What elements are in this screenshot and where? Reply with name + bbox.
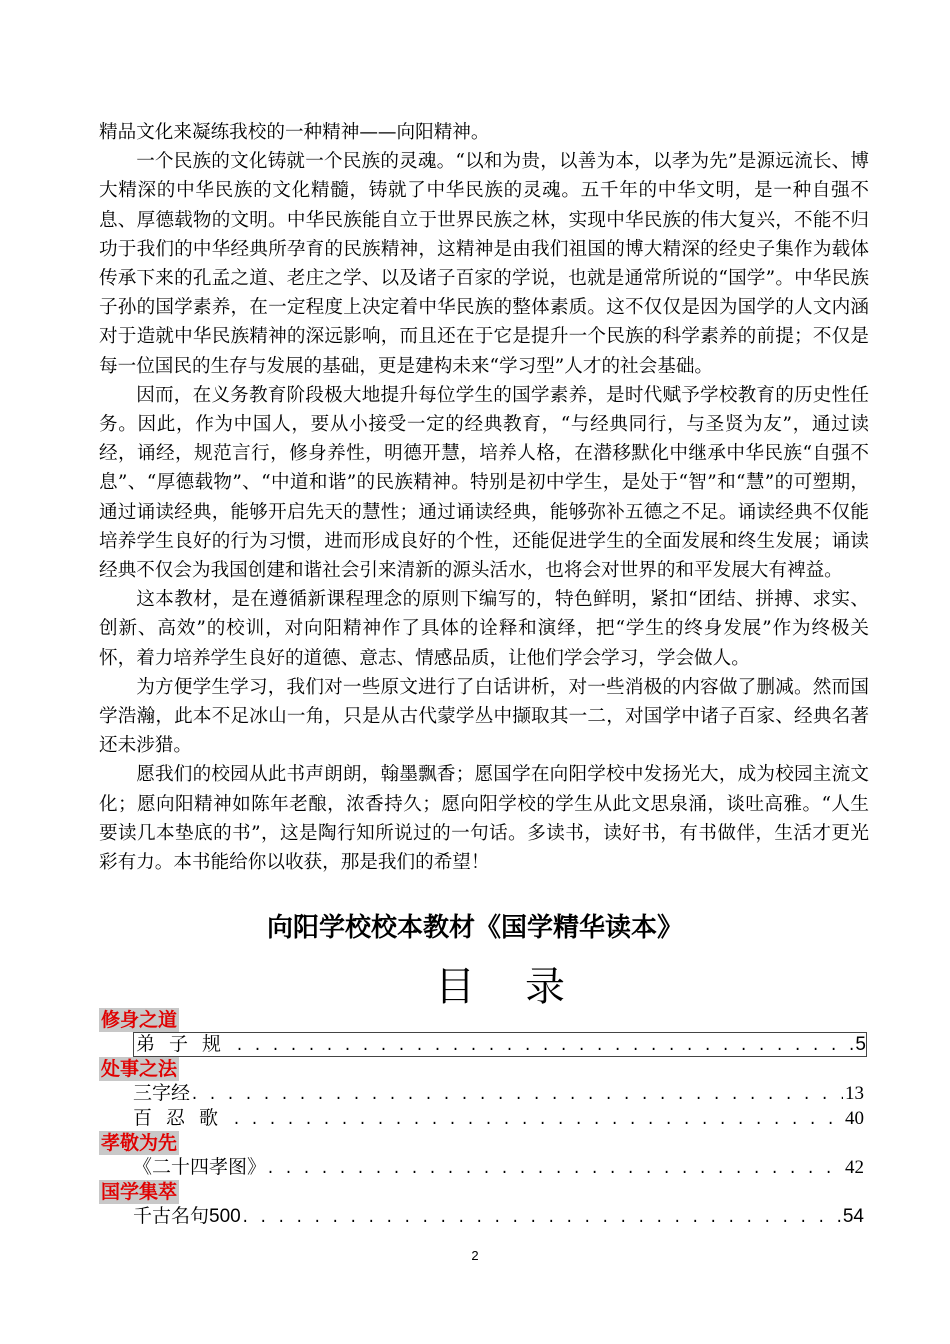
preface-body	[99, 118, 869, 877]
dot-leader	[190, 1083, 843, 1108]
toc-section	[99, 1057, 864, 1081]
paragraph: 因而，在义务教育阶段极大地提升每位学生的国学素养，是时代赋予学校教育的历史性任务。因此，作为中国人，要从小接受一定的经典教育，“与经典同行，与圣贤为友”，通过读经，诵经，规范言行，修身养性，明德开慧，培养人格，在潜移默化中继承中华民族“自强不息”、“厚德载物”、“中道和谐”的民族精神。特别是初中学生，是处于“智”和“慧”的可塑期，通过诵读经典，能够开启先天的慧性；通过诵读经典，能够弥补五德之不足。诵读经典不仅能培养学生良好的行为习惯，进而形成良好的个性，还能促进学生的全面发展和终生发展；诵读经典不仅会为我国创建和谐社会引来清新的源头活水，也将会对世界的和平发展大有裨益。	[99, 384, 869, 582]
paragraph: 愿我们的校园从此书声朗朗，翰墨飘香；愿国学在向阳学校中发扬光大，成为校园主流文化；愿向阳精神如陈年老酿，浓香持久；愿向阳学校的学生从此文思泉涌，谈吐高雅。“人生要读几本垫底的书”，这是陶行知所说过的一句话。多读书，读好书，有书做伴，生活才更光彩有力。本书能给你以收获，那是我们的希望！	[99, 764, 869, 874]
toc-entry[interactable]	[133, 1081, 864, 1106]
toc-section	[99, 1008, 864, 1032]
section-label[interactable]: 修身之道	[101, 1009, 178, 1031]
paragraph: 为方便学生学习，我们对一些原文进行了白话讲析，对一些消极的内容做了删减。然而国学浩瀚，此本不足冰山一角，只是从古代蒙学丛中撷取其一二，对国学中诸子百家、经典名著还未涉猎。	[99, 676, 869, 757]
dot-leader	[266, 1157, 843, 1182]
paragraph: 精品文化来凝练我校的一种精神——向阳精神。	[99, 122, 490, 143]
dot-leader	[235, 1035, 853, 1058]
toc-entry[interactable]	[133, 1032, 867, 1057]
page-number: 2	[471, 1248, 479, 1263]
entry-page: 5	[855, 1034, 866, 1055]
section-label[interactable]: 国学集萃	[101, 1181, 178, 1203]
table-of-contents	[99, 1008, 864, 1229]
entry-page: 40	[845, 1108, 864, 1129]
entry-name: 千古名句500	[133, 1206, 241, 1227]
paragraph: 一个民族的文化铸就一个民族的灵魂。“以和为贵，以善为本，以孝为先”是源远流长、博大精深的中华民族的文化精髓，铸就了中华民族的灵魂。五千年的中华文明，是一种自强不息、厚德载物的文明。中华民族能自立于世界民族之林，实现中华民族的伟大复兴，不能不归功于我们的中华经典所孕育的民族精神，这精神是由我们祖国的博大精深的经史子集作为载体传承下来的孔孟之道、老庄之学、以及诸子百家的学说，也就是通常所说的“国学”。中华民族子孙的国学素养，在一定程度上决定着中华民族的整体素质。这不仅仅是因为国学的人文内涵对于造就中华民族精神的深远影响，而且还在于它是提升一个民族的科学素养的前提；不仅是每一位国民的生存与发展的基础，更是建构未来“学习型”人才的社会基础。	[99, 151, 869, 377]
entry-page: 42	[845, 1157, 864, 1178]
entry-name: 三字经	[133, 1083, 191, 1104]
dot-leader	[241, 1206, 841, 1231]
entry-name: 百忍歌	[133, 1108, 233, 1129]
section-label[interactable]: 处事之法	[101, 1058, 178, 1080]
paragraph: 这本教材，是在遵循新课程理念的原则下编写的，特色鲜明，紧扣“团结、拼搏、求实、创新、高效”的校训，对向阳精神作了具体的诠释和演绎，把“学生的终身发展”作为终极关怀，着力培养学生良好的道德、意志、情感品质，让他们学会学习，学会做人。	[99, 589, 869, 669]
entry-page: 13	[845, 1083, 864, 1104]
section-label[interactable]: 孝敬为先	[101, 1132, 178, 1154]
toc-heading: 目录	[435, 964, 615, 1010]
toc-entry[interactable]	[133, 1106, 864, 1131]
entry-name: 弟子规	[136, 1034, 236, 1055]
entry-page: 54	[842, 1206, 864, 1227]
toc-entry[interactable]	[133, 1155, 864, 1180]
dot-leader	[232, 1108, 843, 1133]
textbook-title: 向阳学校校本教材《国学精华读本》	[266, 913, 683, 943]
toc-entry[interactable]	[133, 1204, 864, 1229]
toc-section	[99, 1180, 864, 1204]
toc-section	[99, 1131, 864, 1155]
entry-name: 《二十四孝图》	[133, 1157, 267, 1178]
